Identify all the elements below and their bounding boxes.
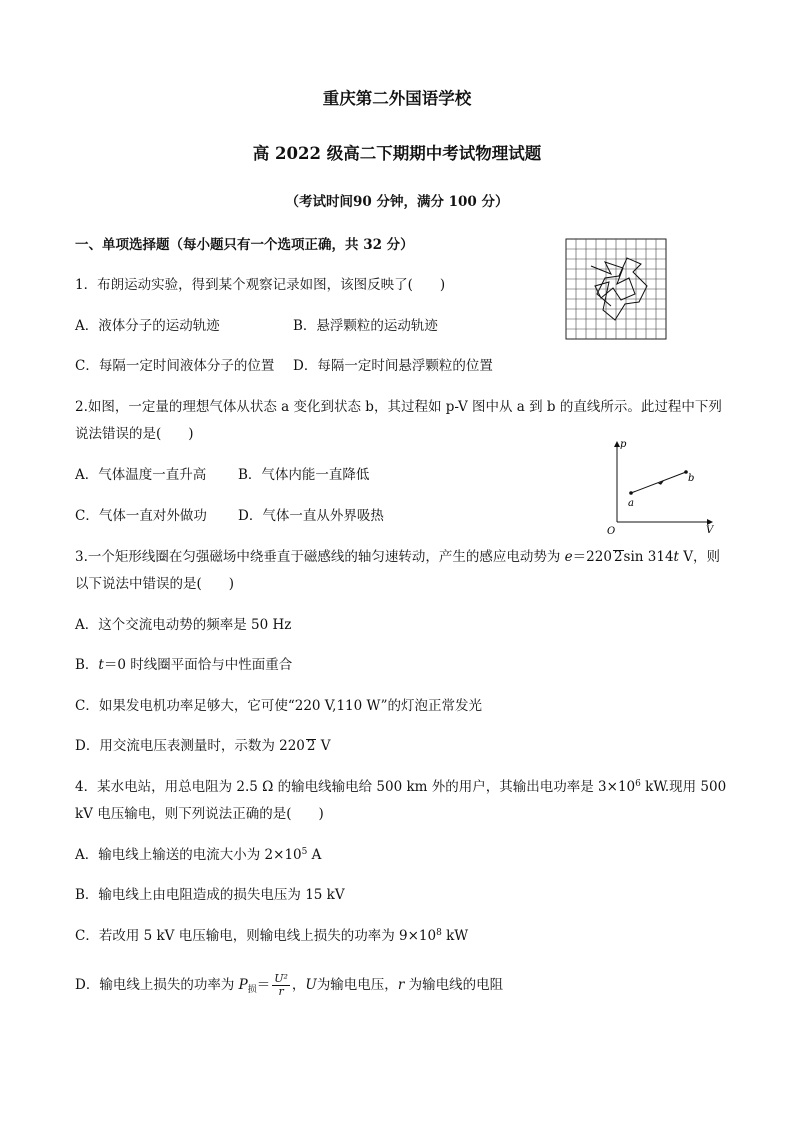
q2-option-c: C．气体一直对外做功 [75, 508, 207, 524]
q3-option-d [75, 737, 331, 755]
q4-option-a-unit: A [307, 847, 322, 863]
q2-stem-line2: 说法错误的是( ) [75, 426, 194, 442]
q3-option-b-label: B． [75, 657, 99, 673]
q4-option-d-fraction [272, 973, 290, 998]
q3-emf-t: t [673, 549, 679, 565]
q4-option-d-text: D．输电线上损失的功率为 [75, 977, 239, 993]
q2-stem-line1: 2.如图，一定量的理想气体从状态 a 变化到状态 b，其过程如 p-V 图中从 a 到 b 的直线所示。此过程中下列 [75, 399, 722, 415]
q4-option-a-text: A．输电线上输送的电流大小为 2×10 [75, 847, 302, 863]
q3-emf-sin: sin 314 [623, 549, 674, 565]
q4-option-d-tail: 为输电线的电阻 [404, 977, 504, 993]
p-axis-label: p [620, 439, 627, 450]
point-a [629, 491, 633, 495]
q2-option-b: B．气体内能一直降低 [238, 467, 370, 483]
q4-option-c-unit: kW [441, 928, 469, 944]
q4-stem-exponent: 6 [635, 779, 641, 789]
q4-option-a-exponent: 5 [301, 847, 308, 857]
v-axis-label: V [706, 525, 714, 536]
q3-sqrt-two: 2 [613, 549, 623, 565]
q3-emf-var: e [564, 549, 573, 565]
point-a-label: a [628, 498, 634, 509]
q3-stem-line1 [75, 548, 720, 566]
q3-stem-text: 3.一个矩形线圈在匀强磁场中绕垂直于磁感线的轴匀速转动，产生的感应电动势为 [75, 549, 565, 565]
q4-option-d-u-symbol: U [305, 977, 317, 993]
brownian-motion-figure [565, 238, 669, 342]
q3-option-d-unit: V [316, 738, 331, 754]
q4-option-d-power-symbol: P [238, 977, 248, 993]
q1-option-d: D．每隔一定时间悬浮颗粒的位置 [293, 358, 493, 374]
q4-option-d [75, 970, 503, 1000]
q4-option-d-r-symbol: r [397, 977, 405, 993]
q3-option-d-sqrt: 2 [306, 738, 316, 754]
q1-option-c: C．每隔一定时间液体分子的位置 [75, 358, 275, 374]
q4-option-b: B．输电线上由电阻造成的损失电压为 15 kV [75, 887, 345, 903]
pv-graph [600, 436, 724, 536]
q4-option-d-mid-text: 为输电电压， [316, 977, 398, 993]
q4-stem-text: 4．某水电站，用总电阻为 2.5 Ω 的输电线输电给 500 km 外的用户，其输出电功率是 3×10 [75, 779, 636, 795]
exam-title: 高 2022 级高二下期期中考试物理试题 [252, 144, 542, 163]
q1-option-a: A．液体分子的运动轨迹 [75, 318, 220, 334]
q3-option-d-text: D．用交流电压表测量时，示数为 220 [75, 738, 305, 754]
q2-option-d: D．气体一直从外界吸热 [238, 508, 384, 524]
q4-stem-tail: kW.现用 500 [640, 779, 727, 795]
q3-option-a: A．这个交流电动势的频率是 50 Hz [75, 617, 292, 633]
q3-option-b [75, 656, 292, 674]
q4-option-d-subscript: 损 [247, 985, 257, 995]
q3-option-b-text: ＝0 时线圈平面恰与中性面重合 [103, 657, 293, 673]
q3-emf-unit: V，则 [678, 549, 721, 565]
q4-option-c-text: C．若改用 5 kV 电压输电，则输电线上损失的功率为 9×10 [75, 928, 437, 944]
q4-option-d-equals: ＝ [256, 977, 271, 993]
q3-option-c: C．如果发电机功率足够大，它可使“220 V,110 W”的灯泡正常发光 [75, 698, 483, 714]
q3-emf-eq: ＝220 [572, 549, 612, 565]
q4-option-d-comma: ， [291, 977, 306, 993]
q4-option-a [75, 846, 321, 864]
q4-option-c [75, 927, 468, 945]
q4-stem-line2: kV 电压输电，则下列说法正确的是( ) [75, 806, 324, 822]
q2-option-a: A．气体温度一直升高 [75, 467, 207, 483]
fraction-denominator: r [278, 985, 284, 998]
origin-label: O [607, 526, 616, 536]
process-line [631, 472, 686, 493]
q4-option-c-exponent: 8 [436, 928, 442, 938]
point-b-label: b [688, 473, 695, 484]
q4-stem-line1 [75, 778, 726, 796]
school-title: 重庆第二外国语学校 [322, 89, 472, 108]
q1-stem: 1．布朗运动实验，得到某个观察记录如图，该图反映了( ) [75, 277, 446, 293]
q1-option-b: B．悬浮颗粒的运动轨迹 [293, 318, 438, 334]
section-heading: 一、单项选择题（每小题只有一个选项正确，共 32 分） [75, 237, 414, 253]
exam-info: （考试时间90 分钟，满分 100 分） [285, 194, 509, 210]
fraction-numerator: U² [274, 972, 288, 985]
q3-stem-line2: 以下说法中错误的是( ) [75, 576, 235, 592]
q3-option-b-var: t [98, 657, 104, 673]
